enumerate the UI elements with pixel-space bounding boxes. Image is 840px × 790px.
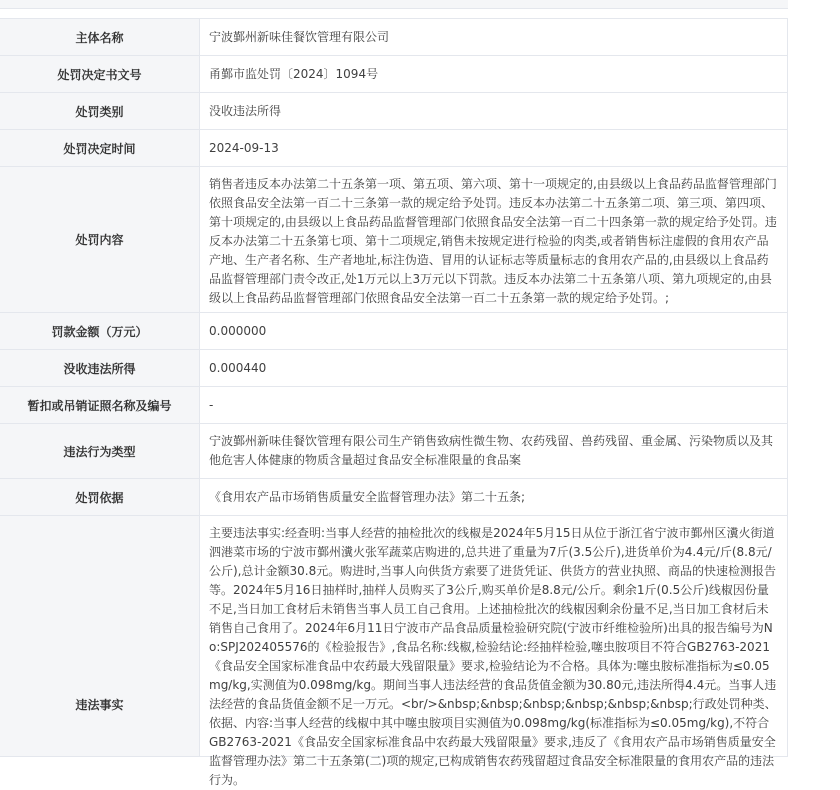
value-violation-facts: 主要违法事实:经查明:当事人经营的抽检批次的线椒是2024年5月15日从位于浙江省宁波市鄞州区瀵火街道泗港菜市场的宁波市鄞州瀵火张军蔬菜店购进的,总共进了重量为7斤(3.5公斤),进货单价为4.4元/斤(8.8元/公斤),总计金额30.8元。购进时,当事人向供货方索要了进货凭证、供货方的营业执照、商品的快速检测报告等。2024年5月16日抽样时,抽样人员购买了3公斤,购买单价是8.8元/公斤。剩余1斤(0.5公斤)线椒因份量不足,当日加工食材后未销售当事人员工自己食用。上述抽检批次的线椒因剩余份量不足,当日加工食材后未销售自己食用了。2024年6月11日宁波市产品食品质量检验研究院(宁波市纤维检验所)出具的报告编号为No:SPJ202405576的《检验报告》,食品名称:线椒,检验结论:经抽样检验,噻虫胺项目不符合GB2763-2021《食品安全国家标准食品中农药最大残留限量》要求,检验结论为不合格。具体为:噻虫胺标准指标为≤0.05mg/kg,实测值为0.098mg/kg。期间当事人违法经营的食品货值金额为30.80元,违法所得4.4元。当事人违法经营的食品货值金额不足一万元。<br/>&nbsp;&nbsp;&nbsp;&nbsp;&nbsp;&nbsp;行政处罚种类、依据、内容:当事人经营的线椒中其中噻虫胺项目实测值为0.098mg/kg(标准指标为≤0.05mg/kg),不符合GB2763-2021《食品安全国家标准食品中农药最大残留限量》要求,违反了《食用农产品市场销售质量安全监督管理办法》第二十五条第(二)项的规定,已构成销售农药残留超过食品安全标准限量的食用农产品的违法行为。 xyxy=(209,526,777,787)
penalty-info-table xyxy=(0,18,788,787)
row-violation-type xyxy=(0,424,787,479)
label-confiscated-income: 没收违法所得 xyxy=(0,350,200,386)
value-penalty-category: 没收违法所得 xyxy=(209,103,282,118)
label-violation-type: 违法行为类型 xyxy=(0,424,200,478)
value-penalty-content: 销售者违反本办法第二十五条第一项、第五项、第六项、第十一项规定的,由县级以上食品药品监督管理部门依照食品安全法第一百二十三条第一款的规定给予处罚。违反本办法第二十五条第二项、第三项、第四项、第十项规定的,由县级以上食品药品监督管理部门依照食品安全法第一百二十四条第一款的规定给予处罚。违反本办法第二十五条第七项、第十二项规定,销售未按规定进行检验的肉类,或者销售标注虚假的食用农产品产地、生产者名称、生产者地址,标注伪造、冒用的认证标志等质量标志的食用农产品的,由县级以上食品药品监督管理部门责令改正,处1万元以上3万元以下罚款。违反本办法第二十五条第八项、第九项规定的,由县级以上食品药品监督管理部门依照食品安全法第一百二十五条第一款的规定给予处罚。; xyxy=(209,177,777,305)
label-decision-number: 处罚决定书文号 xyxy=(0,56,200,92)
value-fine-amount: 0.000000 xyxy=(209,323,267,338)
row-fine-amount xyxy=(0,313,787,350)
value-confiscated-income: 0.000440 xyxy=(209,360,267,375)
value-violation-type: 宁波鄞州新味佳餐饮管理有限公司生产销售致病性微生物、农药残留、兽药残留、重金属、污染物质以及其他危害人体健康的物质含量超过食品安全标准限量的食品案 xyxy=(209,434,774,467)
label-violation-facts: 违法事实 xyxy=(0,516,200,756)
label-penalty-basis: 处罚依据 xyxy=(0,479,200,515)
label-decision-date: 处罚决定时间 xyxy=(0,130,200,166)
row-confiscated-income xyxy=(0,350,787,387)
row-decision-date xyxy=(0,130,787,167)
value-subject-name: 宁波鄞州新味佳餐饮管理有限公司 xyxy=(209,29,390,44)
row-violation-facts xyxy=(0,516,787,787)
row-penalty-basis xyxy=(0,479,787,516)
row-penalty-category xyxy=(0,93,787,130)
value-decision-date: 2024-09-13 xyxy=(209,140,279,155)
row-decision-number xyxy=(0,56,787,93)
label-fine-amount: 罚款金额（万元） xyxy=(0,313,200,349)
row-license-info xyxy=(0,387,787,424)
header-strip xyxy=(0,0,788,9)
row-penalty-content xyxy=(0,167,787,313)
value-decision-number: 甬鄞市监处罚〔2024〕1094号 xyxy=(209,66,379,81)
label-license-info: 暂扣或吊销证照名称及编号 xyxy=(0,387,200,423)
value-license-info: - xyxy=(209,397,214,412)
row-subject-name xyxy=(0,19,787,56)
value-penalty-basis: 《食用农产品市场销售质量安全监督管理办法》第二十五条; xyxy=(209,489,526,504)
label-subject-name: 主体名称 xyxy=(0,19,200,55)
label-penalty-category: 处罚类别 xyxy=(0,93,200,129)
label-penalty-content: 处罚内容 xyxy=(0,167,200,312)
